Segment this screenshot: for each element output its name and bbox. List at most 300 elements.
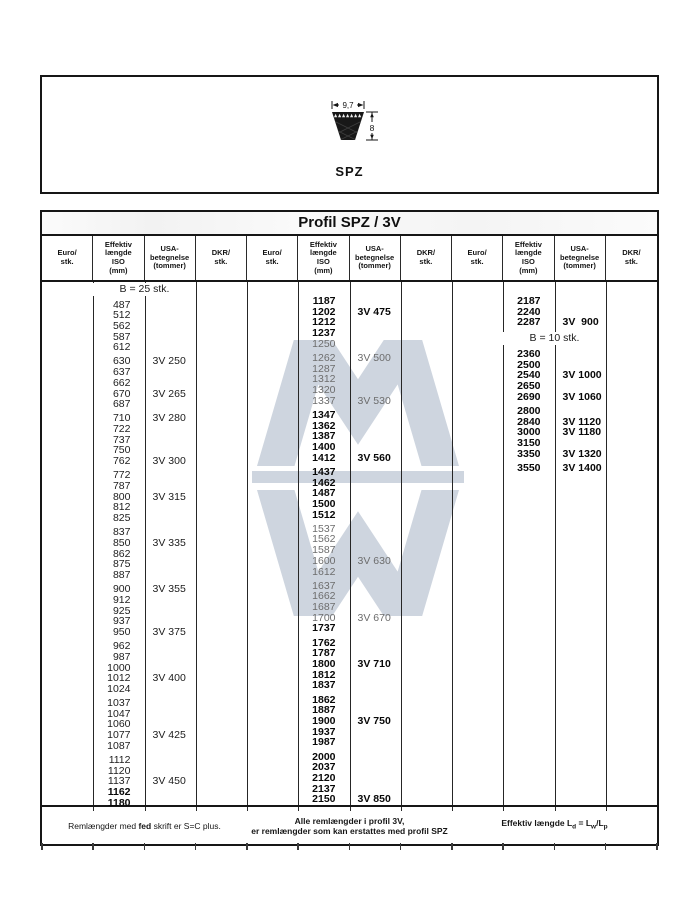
euro-price-cell — [42, 798, 93, 809]
usa-designation — [145, 709, 196, 720]
euro-price-cell — [247, 670, 298, 681]
iso-length: 662 — [112, 376, 131, 389]
dkr-price-cell — [196, 367, 247, 378]
iso-length: 887 — [112, 569, 131, 581]
column-header-effektiv-laengde-iso-mm — [93, 236, 144, 280]
dkr-price-cell — [196, 570, 247, 581]
dkr-price-cell — [401, 442, 452, 453]
iso-length: 1637 — [312, 579, 336, 592]
euro-price-cell — [247, 431, 298, 442]
euro-price-cell — [452, 438, 503, 449]
usa-designation — [350, 591, 401, 602]
usa-designation — [145, 435, 196, 446]
iso-length: 1060 — [107, 718, 131, 731]
table-row — [42, 584, 247, 595]
dkr-price-cell — [401, 613, 452, 624]
dkr-price-cell — [196, 492, 247, 503]
batch-size-note: B = 10 stk. — [503, 332, 606, 345]
euro-price-cell — [42, 755, 93, 766]
iso-length: 1462 — [312, 476, 336, 489]
row-group — [42, 413, 247, 466]
usa-designation: 3V 1000 — [562, 369, 602, 382]
euro-price-cell — [42, 424, 93, 435]
table-row — [42, 538, 247, 549]
euro-price-cell — [42, 663, 93, 674]
euro-price-cell — [42, 595, 93, 606]
bottom-edge-tick — [144, 843, 146, 850]
usa-designation: 3V 300 — [152, 455, 186, 468]
dkr-price-cell — [401, 339, 452, 350]
usa-designation — [145, 321, 196, 332]
euro-price-cell — [247, 421, 298, 432]
column-header-line: Effektiv — [514, 239, 542, 249]
iso-length: 1187 — [312, 295, 336, 307]
dkr-price-cell — [606, 463, 657, 474]
euro-price-cell — [247, 296, 298, 307]
iso-length: 787 — [112, 480, 131, 492]
column-header-line: (mm) — [109, 265, 128, 275]
usa-designation — [145, 367, 196, 378]
column-header-effektiv-laengde-iso-mm — [298, 236, 349, 280]
euro-price-cell — [42, 502, 93, 513]
iso-length: 1737 — [312, 622, 336, 635]
dkr-price-cell — [401, 478, 452, 489]
table-row — [247, 364, 452, 375]
table-row — [42, 413, 247, 424]
bottom-edge-tick — [92, 843, 94, 850]
euro-price-cell — [247, 545, 298, 556]
iso-length: 1812 — [312, 668, 336, 681]
euro-price-cell — [247, 374, 298, 385]
euro-price-cell — [42, 378, 93, 389]
euro-price-cell — [452, 381, 503, 392]
euro-price-cell — [247, 638, 298, 649]
euro-price-cell — [452, 417, 503, 428]
column-header-usa-betegnelse-tommer — [555, 236, 606, 280]
usa-designation: 3V 530 — [357, 394, 391, 407]
column-line-tick — [555, 807, 556, 811]
iso-length: 1412 — [312, 451, 336, 464]
usa-designation — [145, 332, 196, 343]
table-row — [42, 300, 247, 311]
table-row — [42, 367, 247, 378]
euro-price-cell — [42, 719, 93, 730]
table-row — [247, 488, 452, 499]
row-group — [452, 296, 657, 328]
table-row — [247, 716, 452, 727]
euro-price-cell — [247, 602, 298, 613]
dkr-price-cell — [401, 716, 452, 727]
iso-length: 825 — [112, 512, 131, 525]
dkr-price-cell — [606, 392, 657, 403]
iso-length: 1162 — [107, 786, 131, 799]
column-header-dkr-stk — [196, 236, 247, 280]
footnote-bold-legend: Remlængder med fed skrift er S=C plus. — [68, 820, 221, 831]
dkr-price-cell — [196, 342, 247, 353]
euro-price-cell — [42, 709, 93, 720]
euro-price-cell — [247, 534, 298, 545]
bottom-edge-tick — [349, 843, 351, 850]
usa-designation — [350, 467, 401, 478]
column-header-euro-stk — [452, 236, 503, 280]
euro-price-cell — [247, 556, 298, 567]
table-row — [247, 613, 452, 624]
table-row — [247, 353, 452, 364]
dkr-price-cell — [401, 545, 452, 556]
column-header-line: stk. — [470, 257, 484, 266]
belt-table — [40, 210, 659, 846]
dkr-price-cell — [196, 527, 247, 538]
euro-price-cell — [42, 481, 93, 492]
table-row — [452, 296, 657, 307]
iso-length: 962 — [112, 640, 131, 653]
usa-designation — [350, 680, 401, 691]
column-header-line: stk. — [419, 257, 433, 266]
iso-length: 2187 — [517, 295, 541, 307]
column-line-tick — [350, 807, 351, 811]
iso-length: 937 — [112, 615, 131, 628]
column-header-line: stk. — [60, 257, 74, 266]
dkr-price-cell — [196, 502, 247, 513]
column-header-line: DKR/ — [211, 248, 231, 258]
usa-designation: 3V 280 — [152, 412, 186, 425]
table-header — [42, 236, 657, 282]
iso-length: 1587 — [312, 544, 336, 557]
dkr-price-cell — [401, 499, 452, 510]
row-group — [42, 641, 247, 694]
iso-length: 1202 — [312, 305, 336, 318]
iso-length: 2137 — [312, 782, 336, 795]
usa-designation — [145, 641, 196, 652]
row-group — [247, 752, 452, 805]
euro-price-cell — [247, 339, 298, 350]
table-row — [452, 392, 657, 403]
euro-price-cell — [247, 762, 298, 773]
euro-price-cell — [42, 538, 93, 549]
usa-designation — [350, 374, 401, 385]
usa-designation — [350, 623, 401, 634]
table-row — [42, 663, 247, 674]
iso-length: 1400 — [312, 440, 336, 453]
iso-length: 670 — [112, 387, 131, 400]
table-row — [42, 342, 247, 353]
euro-price-cell — [42, 641, 93, 652]
dkr-price-cell — [401, 727, 452, 738]
table-row — [247, 385, 452, 396]
euro-price-cell — [247, 727, 298, 738]
column-header-dkr-stk — [401, 236, 452, 280]
euro-price-cell — [42, 698, 93, 709]
table-body — [42, 282, 657, 809]
dkr-price-cell — [401, 353, 452, 364]
euro-price-cell — [247, 396, 298, 407]
table-row — [247, 510, 452, 521]
iso-length: 1987 — [312, 736, 336, 749]
dkr-price-cell — [196, 719, 247, 730]
table-row — [247, 752, 452, 763]
dkr-price-cell — [606, 370, 657, 381]
table-row — [452, 438, 657, 449]
table-row — [247, 410, 452, 421]
table-row — [247, 328, 452, 339]
table-row — [247, 374, 452, 385]
column-header-dkr-stk — [606, 236, 657, 280]
table-row — [452, 463, 657, 474]
euro-price-cell — [247, 524, 298, 535]
row-group — [42, 470, 247, 523]
iso-length: 1262 — [312, 351, 336, 364]
euro-price-cell — [452, 307, 503, 318]
row-group — [42, 584, 247, 637]
table-row — [247, 648, 452, 659]
row-group — [247, 467, 452, 520]
euro-price-cell — [452, 392, 503, 403]
euro-price-cell — [452, 463, 503, 474]
euro-price-cell — [247, 695, 298, 706]
iso-length: 1562 — [312, 533, 336, 546]
table-row — [247, 602, 452, 613]
table-row — [42, 445, 247, 456]
usa-designation — [145, 424, 196, 435]
dkr-price-cell — [606, 317, 657, 328]
iso-length: 1137 — [107, 775, 131, 788]
dkr-price-cell — [606, 307, 657, 318]
euro-price-cell — [42, 616, 93, 627]
dkr-price-cell — [401, 737, 452, 748]
iso-length: 925 — [112, 604, 131, 617]
euro-price-cell — [247, 581, 298, 592]
usa-designation — [350, 364, 401, 375]
usa-designation — [350, 638, 401, 649]
iso-length: 800 — [112, 490, 131, 503]
dkr-price-cell — [401, 695, 452, 706]
usa-designation: 3V 335 — [152, 536, 186, 549]
row-group — [247, 524, 452, 577]
dkr-price-cell — [196, 798, 247, 809]
table-row — [42, 570, 247, 581]
table-row — [247, 499, 452, 510]
table-column-group — [452, 282, 657, 474]
usa-designation: 3V 315 — [152, 490, 186, 503]
batch-size-note: B = 25 stk. — [93, 283, 196, 296]
table-row — [247, 659, 452, 670]
euro-price-cell — [452, 427, 503, 438]
usa-designation — [350, 727, 401, 738]
iso-length: 737 — [112, 433, 131, 446]
row-group — [42, 755, 247, 808]
euro-price-cell — [247, 705, 298, 716]
euro-price-cell — [247, 773, 298, 784]
column-header-line: stk. — [624, 257, 638, 266]
iso-length: 2240 — [517, 305, 541, 318]
profile-label: SPZ — [335, 164, 364, 179]
usa-designation — [145, 549, 196, 560]
table-row — [452, 449, 657, 460]
column-line-tick — [401, 807, 402, 811]
bottom-edge-tick — [195, 843, 197, 850]
dkr-price-cell — [606, 406, 657, 417]
usa-designation: 3V 560 — [357, 451, 391, 464]
usa-designation — [555, 349, 606, 360]
column-header-line: betegnelse — [150, 252, 190, 262]
iso-length: 1000 — [107, 661, 131, 674]
euro-price-cell — [42, 399, 93, 410]
iso-length: 1887 — [312, 704, 336, 717]
table-row — [42, 787, 247, 798]
dkr-price-cell — [401, 581, 452, 592]
dkr-price-cell — [196, 663, 247, 674]
euro-price-cell — [247, 510, 298, 521]
euro-price-cell — [42, 413, 93, 424]
table-row — [42, 310, 247, 321]
table-row — [247, 396, 452, 407]
euro-price-cell — [42, 342, 93, 353]
iso-length: 1937 — [312, 725, 336, 738]
row-group — [247, 695, 452, 748]
dkr-price-cell — [196, 413, 247, 424]
euro-price-cell — [247, 410, 298, 421]
iso-length: 750 — [112, 444, 131, 457]
euro-price-cell — [42, 776, 93, 787]
euro-price-cell — [42, 730, 93, 741]
dkr-price-cell — [401, 623, 452, 634]
dkr-price-cell — [401, 453, 452, 464]
table-row — [42, 513, 247, 524]
iso-length: 3150 — [517, 437, 541, 450]
iso-length: 1112 — [108, 754, 131, 766]
row-group — [452, 463, 657, 474]
table-row — [42, 641, 247, 652]
usa-designation: 3V 1120 — [562, 415, 602, 428]
height-dimension-label: 8 — [369, 123, 374, 133]
usa-designation: 3V 355 — [152, 583, 186, 596]
dkr-price-cell — [196, 698, 247, 709]
iso-length: 1787 — [312, 647, 336, 660]
row-group — [247, 296, 452, 349]
dkr-price-cell — [401, 567, 452, 578]
column-header-line: Euro/ — [57, 248, 77, 258]
iso-length: 2360 — [517, 348, 541, 361]
table-row — [247, 762, 452, 773]
table-row — [42, 730, 247, 741]
iso-length: 862 — [112, 547, 131, 560]
euro-price-cell — [247, 328, 298, 339]
column-header-usa-betegnelse-tommer — [350, 236, 401, 280]
row-group — [247, 353, 452, 406]
iso-length: 1387 — [312, 430, 336, 443]
usa-designation — [350, 421, 401, 432]
usa-designation — [145, 595, 196, 606]
euro-price-cell — [42, 456, 93, 467]
table-row — [42, 798, 247, 809]
bottom-edge-tick — [656, 843, 658, 850]
usa-designation — [350, 339, 401, 350]
dkr-price-cell — [196, 559, 247, 570]
dkr-price-cell — [196, 424, 247, 435]
table-row — [247, 534, 452, 545]
table-row — [42, 606, 247, 617]
dkr-price-cell — [401, 752, 452, 763]
table-row — [42, 527, 247, 538]
table-row — [247, 296, 452, 307]
iso-length: 1250 — [312, 337, 336, 350]
iso-length: 2120 — [312, 771, 336, 784]
table-row — [42, 481, 247, 492]
euro-price-cell — [452, 370, 503, 381]
table-row — [42, 321, 247, 332]
iso-length: 1837 — [312, 679, 336, 692]
column-header-line: (mm) — [314, 265, 333, 275]
usa-designation — [145, 684, 196, 695]
column-header-line: DKR/ — [416, 248, 436, 258]
usa-designation — [350, 431, 401, 442]
usa-designation: 3V 375 — [152, 625, 186, 638]
table-row — [247, 705, 452, 716]
table-row — [42, 776, 247, 787]
column-header-line: USA- — [160, 244, 179, 254]
iso-length: 912 — [112, 593, 131, 606]
usa-designation — [350, 737, 401, 748]
table-row — [42, 502, 247, 513]
usa-designation — [350, 524, 401, 535]
dkr-price-cell — [401, 534, 452, 545]
iso-length: 1037 — [107, 697, 131, 710]
table-row — [247, 467, 452, 478]
table-row — [42, 332, 247, 343]
dkr-price-cell — [196, 435, 247, 446]
column-header-line: Euro/ — [262, 248, 282, 258]
euro-price-cell — [42, 470, 93, 481]
dkr-price-cell — [401, 421, 452, 432]
dkr-price-cell — [196, 595, 247, 606]
column-header-euro-stk — [247, 236, 298, 280]
dkr-price-cell — [196, 684, 247, 695]
table-row — [42, 755, 247, 766]
bottom-edge-tick — [554, 843, 556, 850]
euro-price-cell — [247, 613, 298, 624]
table-row — [247, 317, 452, 328]
column-header-line: (tommer) — [153, 261, 186, 271]
iso-length: 837 — [112, 526, 131, 539]
euro-price-cell — [42, 332, 93, 343]
table-row — [452, 406, 657, 417]
table-row — [247, 784, 452, 795]
row-group — [42, 527, 247, 580]
usa-designation: 3V 265 — [152, 387, 186, 400]
iso-length: 637 — [112, 366, 131, 379]
usa-designation — [145, 741, 196, 752]
footnote-3v-replacement: Alle remlængder i profil 3V, er remlængder som kan erstattes med profil SPZ — [251, 815, 448, 836]
usa-designation — [145, 755, 196, 766]
euro-price-cell — [42, 766, 93, 777]
dkr-price-cell — [196, 321, 247, 332]
euro-price-cell — [247, 716, 298, 727]
column-line-tick — [606, 807, 607, 811]
euro-price-cell — [42, 300, 93, 311]
euro-price-cell — [247, 499, 298, 510]
euro-price-cell — [247, 737, 298, 748]
usa-designation — [350, 410, 401, 421]
dkr-price-cell — [401, 773, 452, 784]
usa-designation: 3V 425 — [152, 729, 186, 742]
iso-length: 1362 — [312, 419, 336, 432]
usa-designation — [350, 752, 401, 763]
column-header-effektiv-laengde-iso-mm — [503, 236, 554, 280]
euro-price-cell — [247, 648, 298, 659]
table-footer — [42, 805, 657, 844]
table-row — [247, 524, 452, 535]
dkr-price-cell — [401, 364, 452, 375]
